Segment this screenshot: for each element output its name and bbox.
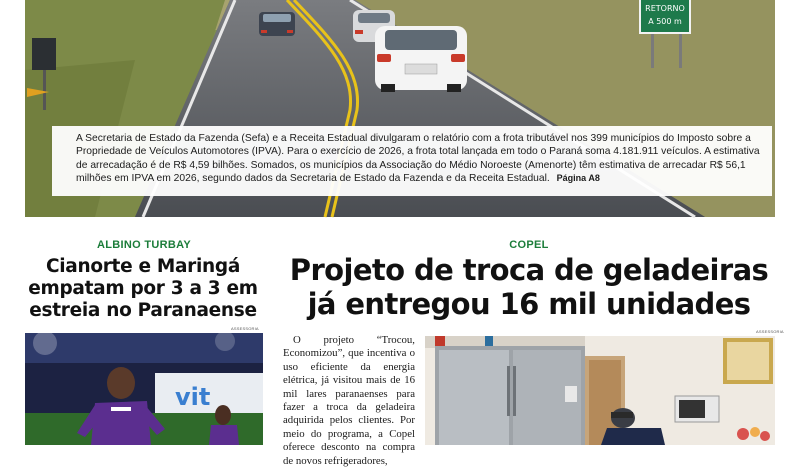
sign-post-left (651, 34, 654, 68)
sign-line-distance: A 500 m (648, 17, 682, 26)
sign-post-right (679, 34, 682, 68)
stadium-banner-text: vit (175, 383, 211, 411)
main-story-headline[interactable]: Projeto de troca de geladeiras já entregou 16 mil unidades (289, 253, 769, 321)
photo-caption (52, 126, 772, 196)
refrigerator-photo (425, 336, 775, 445)
left-story-headline[interactable]: Cianorte e Maringá empatam por 3 a 3 em estreia no Paranaense (28, 256, 258, 321)
left-photo-credit: ASSESSORIA (231, 326, 259, 331)
return-road-sign (639, 0, 691, 34)
soccer-scene-illustration (25, 333, 263, 445)
caption-text: A Secretaria de Estado da Fazenda (Sefa) e a Receita Estadual divulgaram o relatório com a frota tributável nos 399 municípios do Imposto sobre a Propriedade de Veículos Automotores (IPVA). Para o exercício de 2026, a frota total lançada em todo o Paraná soma 4.181.911 veículos. A estimativa de arrecadação é de R$ 4,59 bilhões. Somados, os municípios da Associação do Médio Noroeste (Amenorte) têm estimativa de arrecadar R$ 56,1 milhões em IPVA em 2026, segundo dados da Secretaria de Estado da Fazenda e da Receita Estadual. (76, 133, 760, 185)
main-photo-credit: ASSESSORIA (756, 329, 784, 334)
soccer-match-photo (25, 333, 263, 445)
hero-road-photo (25, 0, 775, 217)
left-story-kicker: ALBINO TURBAY (97, 239, 191, 251)
sign-line-return: RETORNO (645, 4, 685, 13)
white-car (375, 26, 467, 92)
kitchen-scene-illustration (425, 336, 775, 445)
page-reference-link[interactable]: Página A8 (556, 173, 600, 184)
dark-car (259, 12, 295, 36)
main-story-body: O projeto “Trocou, Economizou”, que incentiva o uso eficiente da energia elétrica, já visitou mais de 16 mil lares paranaenses para fazer a troca da geladeira adquirida pelos clientes. Por meio do programa, a Copel oferece desconto na compra de novos refrigeradores, (283, 334, 415, 467)
main-story-kicker: COPEL (509, 239, 549, 251)
